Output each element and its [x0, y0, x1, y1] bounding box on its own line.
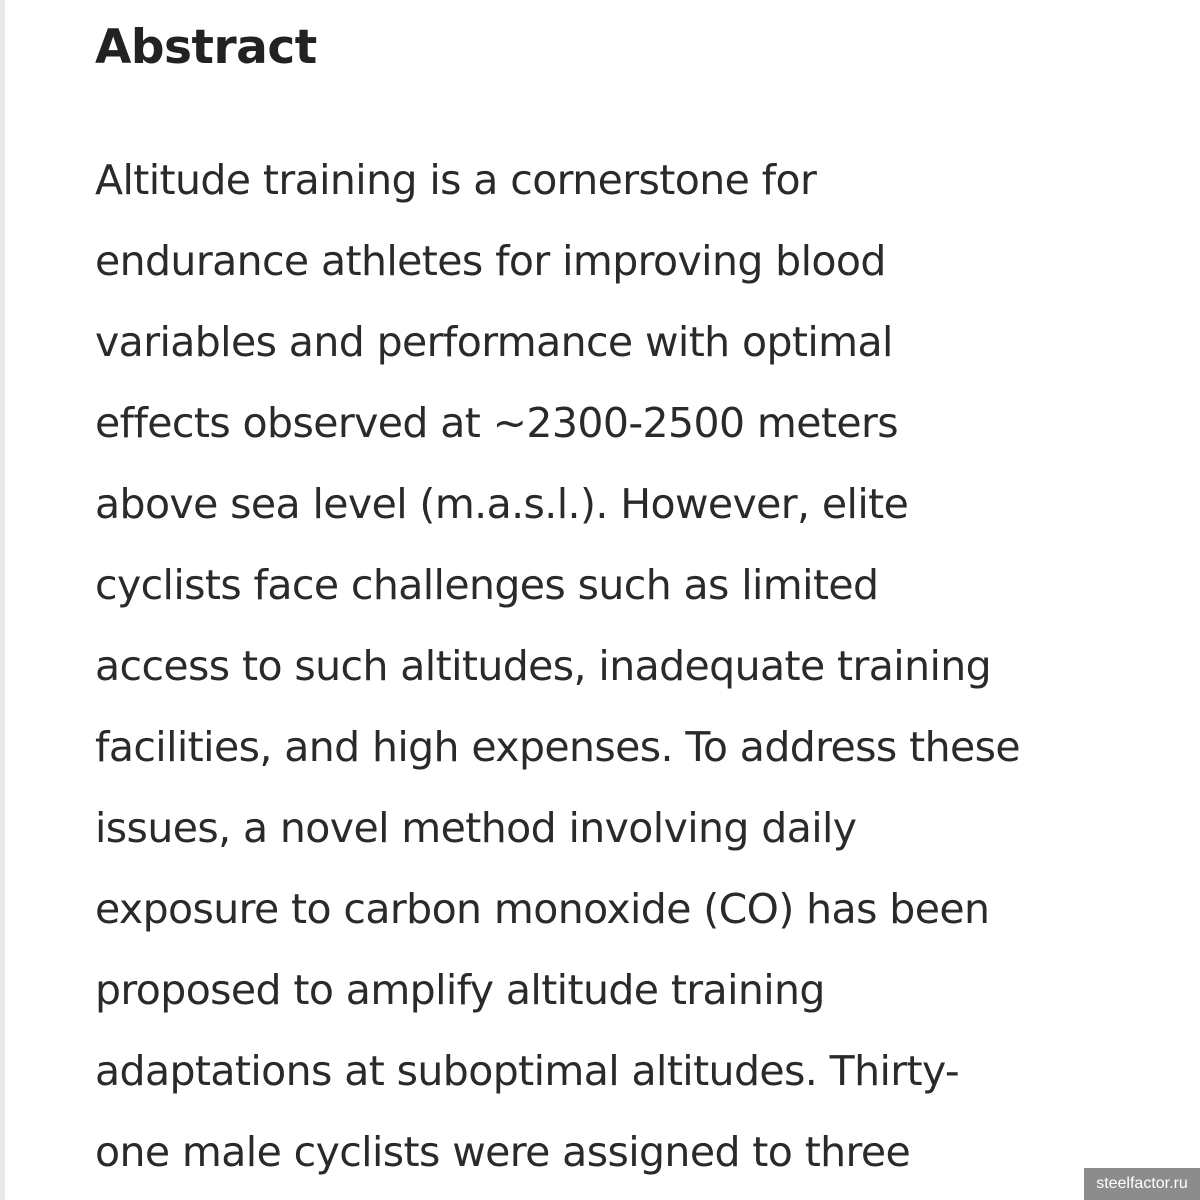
abstract-line: issues, a novel method involving daily: [95, 804, 857, 852]
abstract-heading: Abstract: [95, 20, 317, 75]
abstract-line: proposed to amplify altitude training: [95, 966, 825, 1014]
watermark-badge: steelfactor.ru: [1084, 1168, 1200, 1200]
abstract-line: exposure to carbon monoxide (CO) has been: [95, 885, 990, 933]
abstract-line: above sea level (m.a.s.l.). However, elite: [95, 480, 909, 528]
abstract-line: adaptations at suboptimal altitudes. Thirty-: [95, 1047, 960, 1095]
left-divider: [0, 0, 5, 1200]
abstract-line: facilities, and high expenses. To address these: [95, 723, 1020, 771]
abstract-line: variables and performance with optimal: [95, 318, 893, 366]
abstract-line: Altitude training is a cornerstone for: [95, 156, 817, 204]
abstract-line: effects observed at ∼2300-2500 meters: [95, 399, 899, 447]
abstract-body: [95, 140, 1020, 1193]
abstract-line: one male cyclists were assigned to three: [95, 1128, 911, 1176]
abstract-line: access to such altitudes, inadequate training: [95, 642, 992, 690]
abstract-line: cyclists face challenges such as limited: [95, 561, 879, 609]
abstract-line: endurance athletes for improving blood: [95, 237, 886, 285]
